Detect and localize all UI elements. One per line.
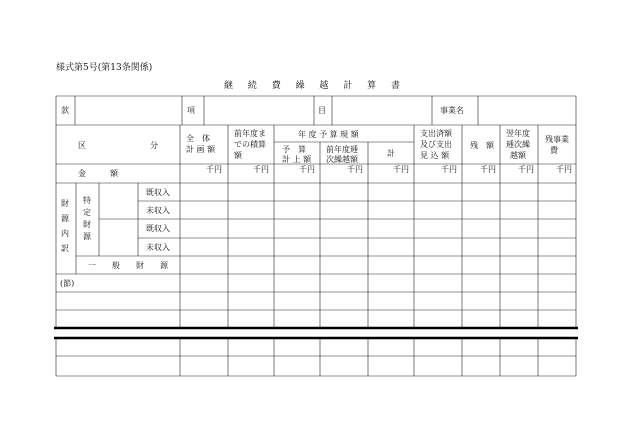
zaigen-label-3: 内 [61,229,69,238]
unit-kei: 千円 [393,165,409,174]
zaigen-label-1: 財 [61,199,69,208]
zentai-label-1: 全 体 [186,134,210,143]
unit-kurikoshi: 千円 [347,165,363,174]
zennendo-label-1: 前年度ま [234,129,266,138]
yokunendo-label-1: 翌年度 [506,129,530,138]
tokutei-label-4: 源 [83,232,91,241]
zentai-label-2: 計 画 額 [186,145,216,154]
kurikoshi-label-2: 次繰越額 [326,155,358,164]
moku-label: 目 [318,106,326,115]
zennendo-label-2: での積算 [234,140,266,149]
kurikoshi-label-1: 前年度逓 [326,145,358,154]
nendo-yosan-label: 年 度 予 算 現 額 [298,130,359,139]
shishutsu-label-3: 見 込 額 [420,151,450,160]
tokutei-label-1: 特 [83,196,91,205]
zaigen-label-2: 源 [61,214,69,223]
bun-label: 分 [150,141,158,150]
kingaku-label: 金 額 [78,169,118,178]
mishunyu-label-2: 未収入 [146,243,170,252]
zanjigyo-label-1: 残事業 [545,135,569,144]
tokutei-label-2: 定 [83,208,91,217]
unit-shishutsu: 千円 [441,165,457,174]
ippan-zaigen-label: 一 般 財 源 [88,261,168,270]
unit-zennendo: 千円 [253,165,269,174]
kishunyu-label-1: 既収入 [146,188,170,197]
kishunyu-label-2: 既収入 [146,224,170,233]
document-title: 継 続 費 繰 越 計 算 書 [223,81,407,91]
kubun-label: 区 [78,141,86,150]
unit-zangaku: 千円 [480,165,496,174]
setsu-label: (節) [60,279,75,288]
zennendo-label-3: 額 [234,151,242,160]
kei-label: 計 [387,149,395,158]
unit-yokunendo: 千円 [518,165,534,174]
zanjigyo-label-2: 費 [550,146,558,155]
yokunendo-label-3: 越額 [510,151,526,160]
yokunendo-label-2: 逓次繰 [506,140,530,149]
yosan-label-1: 予 算 [282,145,306,154]
jigyo-mei-label: 事業名 [440,106,464,115]
kan-label: 款 [61,106,69,115]
zaigen-label-4: 訳 [61,244,69,253]
kou-label: 項 [187,106,195,115]
shishutsu-label-1: 支出済額 [420,129,452,138]
unit-yosan: 千円 [299,165,315,174]
unit-zentai: 千円 [206,165,222,174]
yosan-label-2: 計 上 額 [282,155,312,164]
tokutei-label-3: 財 [83,220,91,229]
shishutsu-label-2: 及び支出 [420,140,452,149]
form-number: 様式第5号(第13条関係) [56,63,153,73]
mishunyu-label-1: 未収入 [146,206,170,215]
unit-zanjigyo: 千円 [556,165,572,174]
zangaku-label: 残 額 [470,141,494,150]
